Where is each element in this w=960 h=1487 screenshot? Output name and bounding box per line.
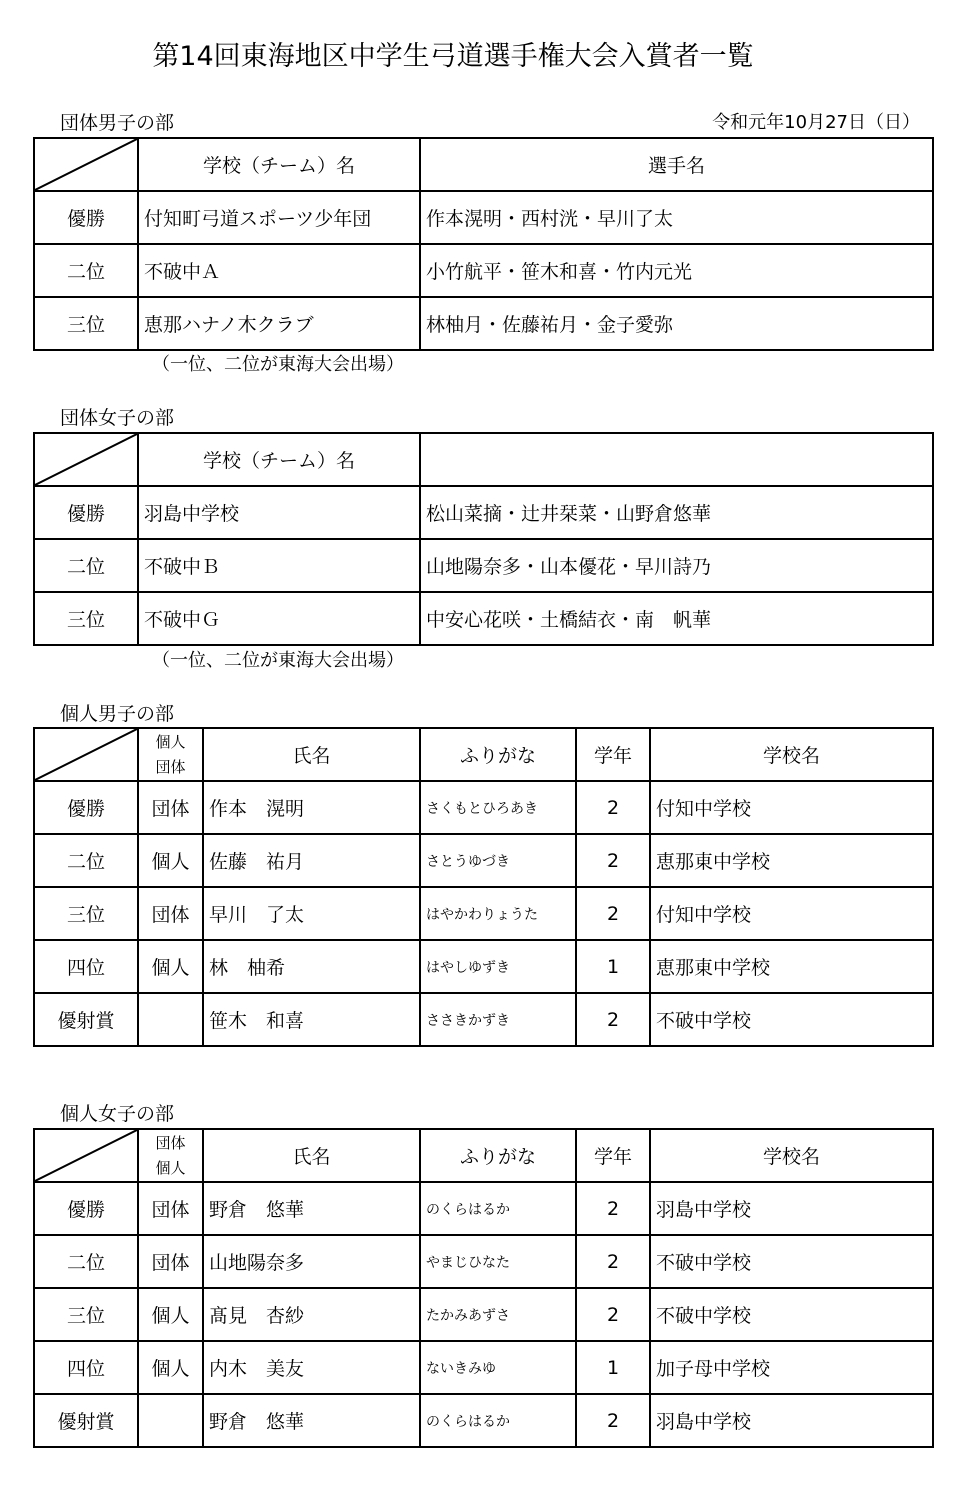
grade-cell: 2 [576,1235,650,1288]
rank-cell: 優勝 [34,1182,138,1235]
diagonal-cell [34,1129,138,1182]
team-boys-label: 団体男子の部 [60,112,175,134]
rank-cell: 二位 [34,1235,138,1288]
school-cell: 加子母中学校 [650,1341,933,1394]
school-cell: 恵那ハナノ木クラブ [138,297,420,350]
school-cell: 付知中学校 [650,781,933,834]
table-row [34,1235,933,1288]
grade-cell: 1 [576,1341,650,1394]
rank-cell: 四位 [34,1341,138,1394]
table-row [34,1182,933,1235]
rank-cell: 優射賞 [34,993,138,1046]
table-row [34,592,933,645]
team-boys-note: （一位、二位が東海大会出場） [152,354,404,375]
grade-cell: 2 [576,887,650,940]
rank-cell: 三位 [34,1288,138,1341]
players-cell: 山地陽奈多・山本優花・早川詩乃 [420,539,933,592]
page-title: 第14回東海地区中学生弓道選手権大会入賞者一覧 [152,41,754,72]
kana-cell: のくらはるか [420,1182,576,1235]
header-type-bottom: 団体 [155,757,186,776]
header-school: 学校名 [650,1129,933,1182]
rank-cell: 優勝 [34,191,138,244]
rank-cell: 三位 [34,592,138,645]
school-cell: 羽島中学校 [650,1182,933,1235]
header-grade: 学年 [576,728,650,781]
type-cell [138,1394,203,1447]
grade-cell: 2 [576,993,650,1046]
type-cell [138,993,203,1046]
school-cell: 付知町弓道スポーツ少年団 [138,191,420,244]
name-cell: 野倉 悠華 [203,1182,420,1235]
table-header-row [34,433,933,486]
table-row [34,834,933,887]
header-type-top: 個人 [155,732,186,751]
type-cell: 団体 [138,781,203,834]
name-cell: 早川 了太 [203,887,420,940]
rank-cell: 二位 [34,539,138,592]
rank-cell: 二位 [34,834,138,887]
rank-cell: 優射賞 [34,1394,138,1447]
grade-cell: 2 [576,781,650,834]
type-cell: 個人 [138,1341,203,1394]
diagonal-cell [34,433,138,486]
team-girls-note: （一位、二位が東海大会出場） [152,650,404,671]
type-cell: 個人 [138,940,203,993]
team-boys-table [33,137,934,351]
header-name: 氏名 [203,728,420,781]
header-type-top: 団体 [155,1133,186,1152]
kana-cell: さくもとひろあき [420,781,576,834]
header-school: 学校（チーム）名 [138,433,420,486]
school-cell: 羽島中学校 [138,486,420,539]
table-row [34,887,933,940]
header-school: 学校名 [650,728,933,781]
rank-cell: 三位 [34,887,138,940]
table-header-row [34,1129,933,1182]
table-row [34,297,933,350]
header-kana: ふりがな [420,1129,576,1182]
header-type [138,1129,203,1182]
name-cell: 笹木 和喜 [203,993,420,1046]
indiv-girls-table [33,1128,934,1448]
grade-cell: 1 [576,940,650,993]
team-girls-label: 団体女子の部 [60,407,175,429]
type-cell: 個人 [138,1288,203,1341]
school-cell: 不破中Ａ [138,244,420,297]
rank-cell: 優勝 [34,781,138,834]
header-grade: 学年 [576,1129,650,1182]
players-cell: 林柚月・佐藤祐月・金子愛弥 [420,297,933,350]
type-cell: 団体 [138,887,203,940]
table-row [34,1341,933,1394]
name-cell: 林 柚希 [203,940,420,993]
table-row [34,539,933,592]
school-cell: 不破中学校 [650,1235,933,1288]
table-row [34,940,933,993]
grade-cell: 2 [576,834,650,887]
name-cell: 作本 滉明 [203,781,420,834]
team-girls-table [33,432,934,646]
table-row [34,1288,933,1341]
rank-cell: 四位 [34,940,138,993]
school-cell: 羽島中学校 [650,1394,933,1447]
header-name: 氏名 [203,1129,420,1182]
kana-cell: ないきみゆ [420,1341,576,1394]
table-row [34,244,933,297]
table-row [34,191,933,244]
school-cell: 不破中Ｂ [138,539,420,592]
rank-cell: 優勝 [34,486,138,539]
kana-cell: さとうゆづき [420,834,576,887]
kana-cell: のくらはるか [420,1394,576,1447]
diagonal-cell [34,138,138,191]
header-type-bottom: 個人 [155,1158,186,1177]
header-school: 学校（チーム）名 [138,138,420,191]
header-players: 選手名 [420,138,933,191]
players-cell: 作本滉明・西村洸・早川了太 [420,191,933,244]
kana-cell: はやかわりょうた [420,887,576,940]
school-cell: 不破中Ｇ [138,592,420,645]
table-header-row [34,728,933,781]
players-cell: 小竹航平・笹木和喜・竹内元光 [420,244,933,297]
grade-cell: 2 [576,1394,650,1447]
header-players [420,433,933,486]
school-cell: 恵那東中学校 [650,834,933,887]
indiv-girls-label: 個人女子の部 [60,1103,175,1125]
name-cell: 内木 美友 [203,1341,420,1394]
rank-cell: 二位 [34,244,138,297]
table-row [34,781,933,834]
type-cell: 団体 [138,1235,203,1288]
type-cell: 団体 [138,1182,203,1235]
grade-cell: 2 [576,1288,650,1341]
header-kana: ふりがな [420,728,576,781]
name-cell: 髙見 杏紗 [203,1288,420,1341]
table-row [34,486,933,539]
table-row [34,993,933,1046]
school-cell: 恵那東中学校 [650,940,933,993]
name-cell: 野倉 悠華 [203,1394,420,1447]
rank-cell: 三位 [34,297,138,350]
kana-cell: はやしゆずき [420,940,576,993]
name-cell: 山地陽奈多 [203,1235,420,1288]
name-cell: 佐藤 祐月 [203,834,420,887]
table-row [34,1394,933,1447]
kana-cell: やまじひなた [420,1235,576,1288]
grade-cell: 2 [576,1182,650,1235]
event-date: 令和元年10月27日（日） [712,112,920,133]
table-header-row [34,138,933,191]
indiv-boys-table [33,727,934,1047]
diagonal-cell [34,728,138,781]
kana-cell: たかみあずさ [420,1288,576,1341]
school-cell: 不破中学校 [650,1288,933,1341]
kana-cell: ささきかずき [420,993,576,1046]
players-cell: 中安心花咲・土橋結衣・南 帆華 [420,592,933,645]
players-cell: 松山菜摘・辻井栞菜・⼭野倉悠華 [420,486,933,539]
header-type [138,728,203,781]
school-cell: 不破中学校 [650,993,933,1046]
type-cell: 個人 [138,834,203,887]
school-cell: 付知中学校 [650,887,933,940]
indiv-boys-label: 個人男子の部 [60,703,175,725]
